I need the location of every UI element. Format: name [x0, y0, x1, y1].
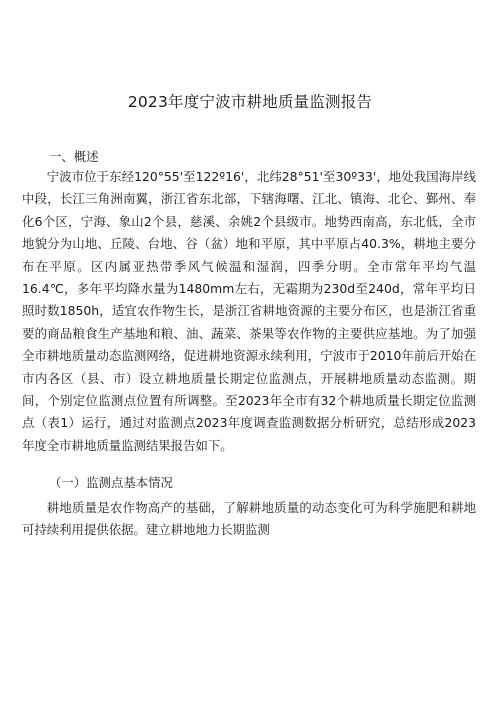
monitoring-points-paragraph: 耕地质量是农作物高产的基础，了解耕地质量的动态变化可为科学施肥和耕地可持续利用提供依据。建立耕地地力长期监测	[22, 500, 476, 538]
document-title: 2023年度宁波市耕地质量监测报告	[127, 93, 373, 111]
section-heading-overview: 一、概述	[49, 149, 99, 164]
subsection-heading-monitoring-points: （一）监测点基本情况	[49, 475, 173, 490]
overview-paragraph: 宁波市位于东经120°55'至122º16'，北纬28°51'至30º33'，地处我国海岸线中段，长江三角洲南翼，浙江省东北部，下辖海曙、江北、镇海、北仑、鄞州、奉化6个区，宁海、象山2个县，慈溪、余姚2个县级市。地势西南高，东北低，全市地貌分为山地、丘陵、台地、谷（盆）地和平原，其中平原占40.3%，耕地主要分布在平原。区内属亚热带季风气候温和湿润，四季分明。全市常年平均气温16.4℃，多年平均降水量为1480mm左右，无霜期为230d至240d，常年平均日照时数1850h，适宜农作物生长，是浙江省耕地资源的主要分布区，也是浙江省重要的商品粮食生产基地和粮、油、蔬菜、茶果等农作物的主要供应基地。为了加强全市耕地质量动态监测网络，促进耕地资源永续利用，宁波市于2010年前后开始在市内各区（县、市）设立耕地质量长期定位监测点，开展耕地质量动态监测。期间，个别定位监测点位置有所调整。至2023年全市有32个耕地质量长期定位监测点（表1）运行，通过对监测点2023年度调查监测数据分析研究，总结形成2023年度全市耕地质量监测结果报告如下。	[22, 169, 476, 453]
